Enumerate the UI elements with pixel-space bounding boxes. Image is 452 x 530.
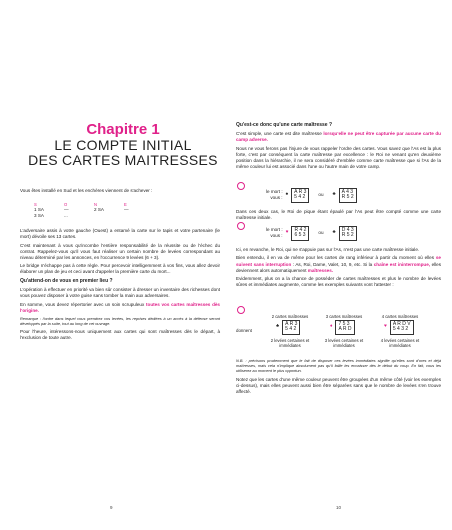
paragraph: Le bridge n'échappe pas à cette règle. Pour percevoir intelligemment à vos fins, vous allez devoir élaborer un plan de jeu et ceci avant d'appeler la première carte du mort... xyxy=(20,263,220,275)
highlight-text: lorsqu'elle ne peut être capturée par aucune carte du camp adverse. xyxy=(236,130,441,143)
paragraph: En somme, vous devez répertorier avec un soin scrupuleux toutes vos cartes maîtresses dès l'origine. xyxy=(20,301,220,313)
right-body xyxy=(236,247,441,291)
donnent-label: donnent xyxy=(236,328,252,333)
paragraph: Bien entendu, il en va de même pour les cartes de rang inférieur à partir du moment où elles se suivent sans interruption : As, Roi, Dame, Valet, 10, 9, etc. Si la chaîne est ininterrompue, elles deviennent alors automatiquement maîtresses. xyxy=(236,255,442,273)
bidding-table: S O N E 1 SA — 2 SA — 3 SA ... xyxy=(34,202,129,219)
paragraph: L'opération à effectuer en priorité va bien sûr consister à dresser un inventaire des richesses dont vous pouvez disposer à votre guise sans tomber la main aux adversaires. xyxy=(20,287,220,299)
example-col-1: 2 cartes maîtresses xyxy=(271,314,309,319)
remark: Remarque : l'ordre dans lequel vous prendrez vos levées, les reprises dédiées à un accès à la défense seront développés par la suite, tout au long de cet ouvrage. xyxy=(20,316,220,327)
right-mid xyxy=(236,209,441,224)
club-icon: ♣ xyxy=(276,324,280,330)
circle-marker xyxy=(237,222,245,230)
example-hand-1: ♣ A R 3 5 4 2 xyxy=(276,320,300,335)
hand-example-2: le mort : vous : ♥ R 4 2 6 5 3 ou ♣ D 4 3 R 5 2 xyxy=(266,226,357,241)
intro-text: Vous êtes installé en Sud et les enchères viennent de s'achever : xyxy=(20,188,153,193)
right-bottom xyxy=(236,358,441,398)
card-holding: R 4 2 6 5 3 xyxy=(291,226,309,241)
section-heading: Qu'attend-on de vous en premier lieu ? xyxy=(20,278,113,285)
card-holding: A 4 3 R 5 2 xyxy=(339,188,357,203)
diamond-icon: ♦ xyxy=(330,324,333,330)
chapter-label: Chapitre 1 xyxy=(86,121,160,138)
example-col-3: 4 cartes maîtresses xyxy=(381,314,419,319)
result-3: 4 levées certaines et immédiates xyxy=(380,338,420,349)
club-icon: ♣ xyxy=(332,192,336,198)
paragraph: C'est simple, une carte est dite maîtresse lorsqu'elle ne peut être capturée par aucune carte du camp adverse. xyxy=(236,130,441,143)
chapter-title: LE COMPTE INITIAL DES CARTES MAITRESSES xyxy=(28,137,218,168)
example-hand-3: ♥ A R D V 5 4 3 2 xyxy=(384,320,414,335)
example-hand-2: ♦ 7 5 3 A R D xyxy=(330,320,355,335)
club-icon: ♣ xyxy=(332,230,336,236)
paragraph: Dans ces deux cas, le Roi de pique étant épaulé par l'As peut être compté comme une carte maîtresse initiale. xyxy=(236,209,441,221)
page-number: 10 xyxy=(336,505,342,510)
circle-marker xyxy=(237,306,245,314)
result-2: 3 levées certaines et immédiates xyxy=(324,338,364,349)
card-holding: A R 3 5 4 2 xyxy=(291,188,309,203)
nb-note: N.B. : précisons prudemment que le fait de disposer ces levées immédiates signifie qu'elles sont d'ores et déjà maîtresses, mais cela n'implique absolument pas qu'il faille les encaisser dès le début du coup. En fait, vous les utiliserez au moment le plus opportun. xyxy=(236,358,441,374)
heart-icon: ♥ xyxy=(384,324,387,330)
page-number: 9 xyxy=(110,505,113,510)
paragraph: Notez que les cartes d'une même couleur peuvent être groupées d'un même côté (voir les exemples ci-dessus), mais elles peuvent aussi bien être séparées sans que le nombre de levées s'en trouve affecté. xyxy=(236,377,441,395)
example-col-2: 3 cartes maîtresses xyxy=(325,314,363,319)
paragraph: Nous ne vous ferons pas l'injure de vous rappeler l'ordre des cartes. Vous savez que l'As est la plus forte, c'est par conséquent la carte maîtresse par excellence : le Roi ne venant qu'en deuxième position dans la hiérarchie, il ne sera considéré d'emblée comme carte maîtresse que si l'As de la même couleur lui est associé dans l'une ou l'autre main de votre camp. xyxy=(236,145,441,169)
right-top xyxy=(236,122,441,172)
circle-marker xyxy=(237,182,245,190)
result-1: 2 levées certaines et immédiates xyxy=(270,338,310,349)
card-holding: D 4 3 R 5 2 xyxy=(339,226,357,241)
right-page xyxy=(226,0,452,530)
paragraph: Pour l'heure, intéressons-nous uniquement aux cartes qui sont maîtresses dès le départ, à l'exclusion de toute autre. xyxy=(20,328,220,340)
paragraph: Evidemment, plus on a la chance de posséder de cartes maîtresses et plus le nombre de levées sûres et immédiates augmente, comme les exemples suivants vont l'attester : xyxy=(236,276,441,288)
section-heading: Qu'est-ce donc qu'une carte maîtresse ? xyxy=(236,122,333,128)
paragraph: L'adversaire assis à votre gauche (Ouest) a entamé la carte sur le tapis et votre partenaire (le mort) dévoile ses 13 cartes. xyxy=(20,228,220,240)
heart-icon: ♥ xyxy=(285,230,289,236)
paragraph: Ici, en revanche, le Roi, qui ne s'appuie pas sur l'As, n'est pas une carte maîtresse initiale. xyxy=(236,247,420,252)
spade-icon: ♠ xyxy=(285,192,289,198)
paragraph: C'est maintenant à vous qu'incombe l'entière responsabilité de la réussite ou de l'échec du contrat. Rappelez-vous qu'il vous faut réaliser un certain nombre de levées correspondant au niveau déterminé par les annonces, en l'occurrence 9 levées (6 + 3). xyxy=(20,242,220,260)
left-body xyxy=(20,228,220,343)
hand-example-1: le mort : vous : ♠ A R 3 5 4 2 ou ♣ A 4 3 R 5 2 xyxy=(266,188,357,203)
highlight-text: toutes vos cartes maîtresses dès l'origine. xyxy=(20,301,220,313)
